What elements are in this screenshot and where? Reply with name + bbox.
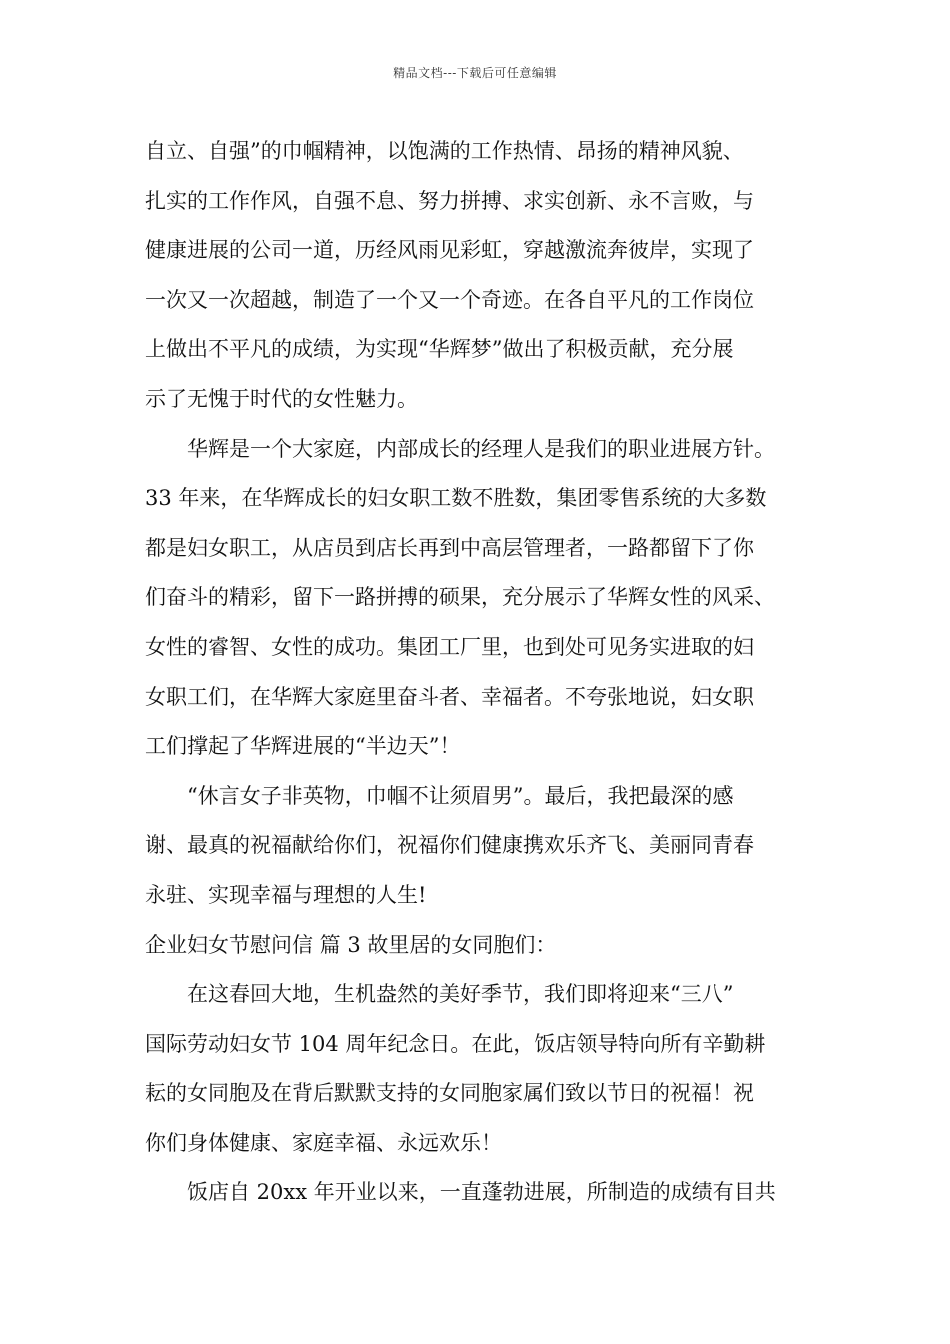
text-line: 扎实的工作作风，自强不息、努力拼搏、求实创新、永不言败，与 bbox=[145, 188, 754, 213]
text-line: 女性的睿智、女性的成功。集团工厂里，也到处可见务实进取的妇 bbox=[145, 634, 754, 659]
section-heading-line: 企业妇女节慰问信 篇 3 故里居的女同胞们： bbox=[145, 932, 557, 957]
text-line: “休言女子非英物，巾帼不让须眉男”。最后，我把最深的感 bbox=[187, 783, 734, 808]
text-line: 谢、最真的祝福献给你们，祝福你们健康携欢乐齐飞、美丽同青春 bbox=[145, 833, 754, 858]
text-line: 33 年来，在华辉成长的妇女职工数不胜数，集团零售系统的大多数 bbox=[145, 486, 767, 511]
text-line: 一次又一次超越，制造了一个又一个奇迹。在各自平凡的工作岗位 bbox=[145, 287, 754, 312]
text-line: 你们身体健康、家庭幸福、永远欢乐！ bbox=[145, 1130, 502, 1155]
text-line: 女职工们，在华辉大家庭里奋斗者、幸福者。不夸张地说，妇女职 bbox=[145, 684, 754, 709]
text-line: 在这春回大地，生机盎然的美好季节，我们即将迎来“三八” bbox=[187, 982, 734, 1007]
text-line: 都是妇女职工，从店员到店长再到中高层管理者，一路都留下了你 bbox=[145, 535, 754, 560]
text-line: 们奋斗的精彩，留下一路拼搏的硕果，充分展示了华辉女性的风采、 bbox=[145, 585, 775, 610]
text-line: 饭店自 20xx 年开业以来，一直蓬勃进展，所制造的成绩有目共 bbox=[187, 1180, 776, 1205]
text-line: 永驻、实现幸福与理想的人生! bbox=[145, 882, 427, 907]
document-body bbox=[145, 127, 825, 1218]
text-line: 示了无愧于时代的女性魅力。 bbox=[145, 386, 418, 411]
text-line: 华辉是一个大家庭，内部成长的经理人是我们的职业进展方针。 bbox=[187, 436, 775, 461]
text-line: 工们撑起了华辉进展的“半边天”！ bbox=[145, 734, 461, 759]
text-line: 健康进展的公司一道，历经风雨见彩虹，穿越激流奔彼岸，实现了 bbox=[145, 238, 754, 263]
text-line: 上做出不平凡的成绩，为实现“华辉梦”做出了积极贡献，充分展 bbox=[145, 337, 734, 362]
page-header: 精品文档---下载后可任意编辑 bbox=[393, 66, 557, 80]
text-line: 耘的女同胞及在背后默默支持的女同胞家属们致以节日的祝福！祝 bbox=[145, 1081, 754, 1106]
text-line: 自立、自强”的巾帼精神，以饱满的工作热情、昂扬的精神风貌、 bbox=[145, 139, 744, 163]
text-line: 国际劳动妇女节 104 周年纪念日。在此，饭店领导特向所有辛勤耕 bbox=[145, 1031, 766, 1056]
